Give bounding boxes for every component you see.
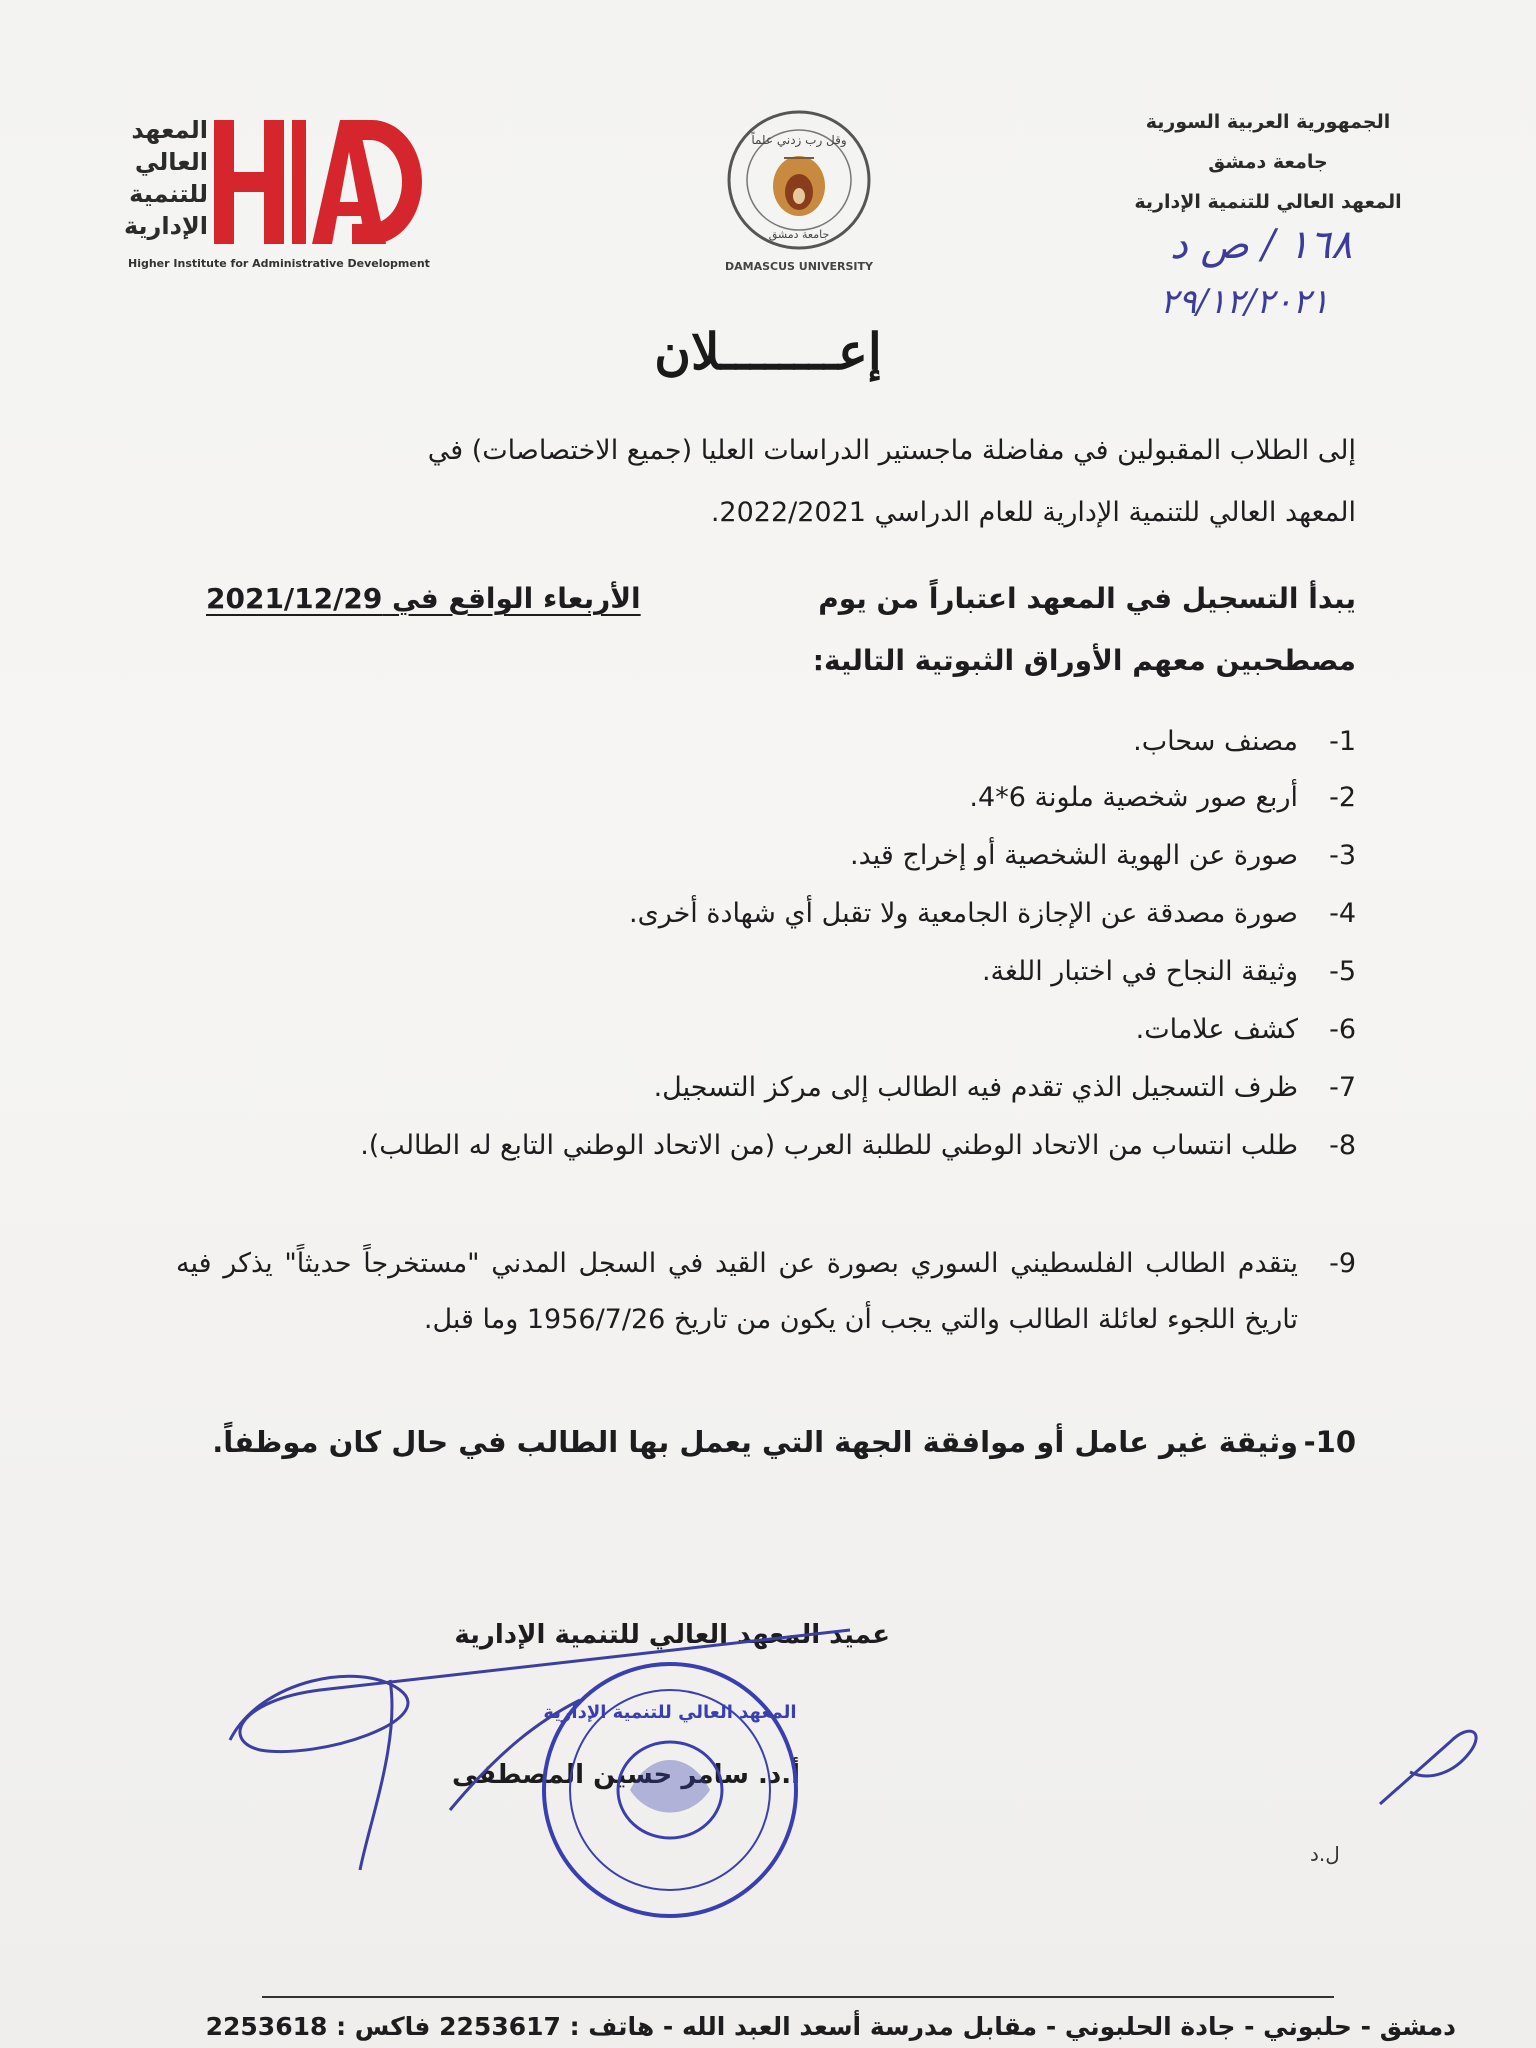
footer-address: دمشق - حلبوني - جادة الحلبوني - مقابل مدرسة أسعد العبد الله - هاتف : 2253617 فاكس : 2253618	[205, 2012, 1456, 2041]
official-stamp-icon	[530, 1650, 810, 1930]
seal-english-text: DAMASCUS UNIVERSITY	[725, 260, 873, 273]
institute-name: المعهد العالي للتنمية الإدارية	[1134, 191, 1402, 213]
initials: ل.د	[1310, 1842, 1340, 1866]
list-item: 4- صورة مصدقة عن الإجازة الجامعية ولا تقبل أي شهادة أخرى.	[628, 898, 1356, 929]
list-item: 6- كشف علامات.	[1135, 1014, 1356, 1045]
list-item: 1- مصنف سحاب.	[1133, 726, 1356, 757]
list-item: 7- ظرف التسجيل الذي تقدم فيه الطالب إلى مركز التسجيل.	[653, 1072, 1356, 1103]
list-item: 3- صورة عن الهوية الشخصية أو إخراج قيد.	[850, 840, 1356, 871]
registration-line-2: مصطحبين معهم الأوراق الثبوتية التالية:	[812, 644, 1356, 677]
dean-name: أ.د. سامر حسين المصطفى	[451, 1760, 800, 1790]
logo-arabic-name: المعهد العالي للتنمية الإدارية	[123, 116, 208, 240]
list-item: 2- أربع صور شخصية ملونة 6*4.	[969, 782, 1356, 813]
list-item: 8- طلب انتساب من الاتحاد الوطني للطلبة العرب (من الاتحاد الوطني التابع له الطالب).	[360, 1130, 1356, 1161]
logo-english-name: Higher Institute for Administrative Development	[128, 257, 430, 270]
reference-number: ١٦٨ / ص د	[1170, 222, 1353, 268]
university-name: جامعة دمشق	[1208, 151, 1328, 173]
seal-motto: وقل رب زدني علماً	[751, 133, 847, 147]
footer-divider	[262, 1996, 1334, 1998]
list-item: 10- وثيقة غير عامل أو موافقة الجهة التي يعمل بها الطالب في حال كان موظفاً.	[212, 1425, 1356, 1459]
list-item: 5- وثيقة النجاح في اختبار اللغة.	[981, 956, 1356, 987]
list-item: 9- يتقدم الطالب الفلسطيني السوري بصورة عن القيد في السجل المدني "مستخرجاً حديثاً" يذكر فيه تاريخ اللجوء لعائلة الطالب والتي يجب أن يكون من تاريخ 1956/7/26 وما قبل.	[176, 1248, 1356, 1335]
dean-title: عميد المعهد العالي للتنمية الإدارية	[454, 1620, 890, 1650]
registration-lead: يبدأ التسجيل في المعهد اعتباراً من يوم	[818, 582, 1356, 615]
intro-line-2: المعهد العالي للتنمية الإدارية للعام الدراسي 2022/2021.	[710, 497, 1356, 528]
registration-date: الأربعاء الواقع في 2021/12/29	[206, 582, 641, 615]
country-name: الجمهورية العربية السورية	[1145, 111, 1391, 133]
reference-date: ٢٩/١٢/٢٠٢١	[1160, 282, 1330, 322]
intro-line-1: إلى الطلاب المقبولين في مفاضلة ماجستير الدراسات العليا (جميع الاختصاصات) في	[427, 435, 1356, 466]
seal-arabic-text: جامعة دمشق	[768, 228, 830, 241]
stamp-text: المعهد العالي للتنمية الإدارية	[543, 1702, 797, 1723]
pen-mark-icon	[1370, 1712, 1490, 1812]
announcement-title: إعــــــــلان	[654, 322, 882, 381]
